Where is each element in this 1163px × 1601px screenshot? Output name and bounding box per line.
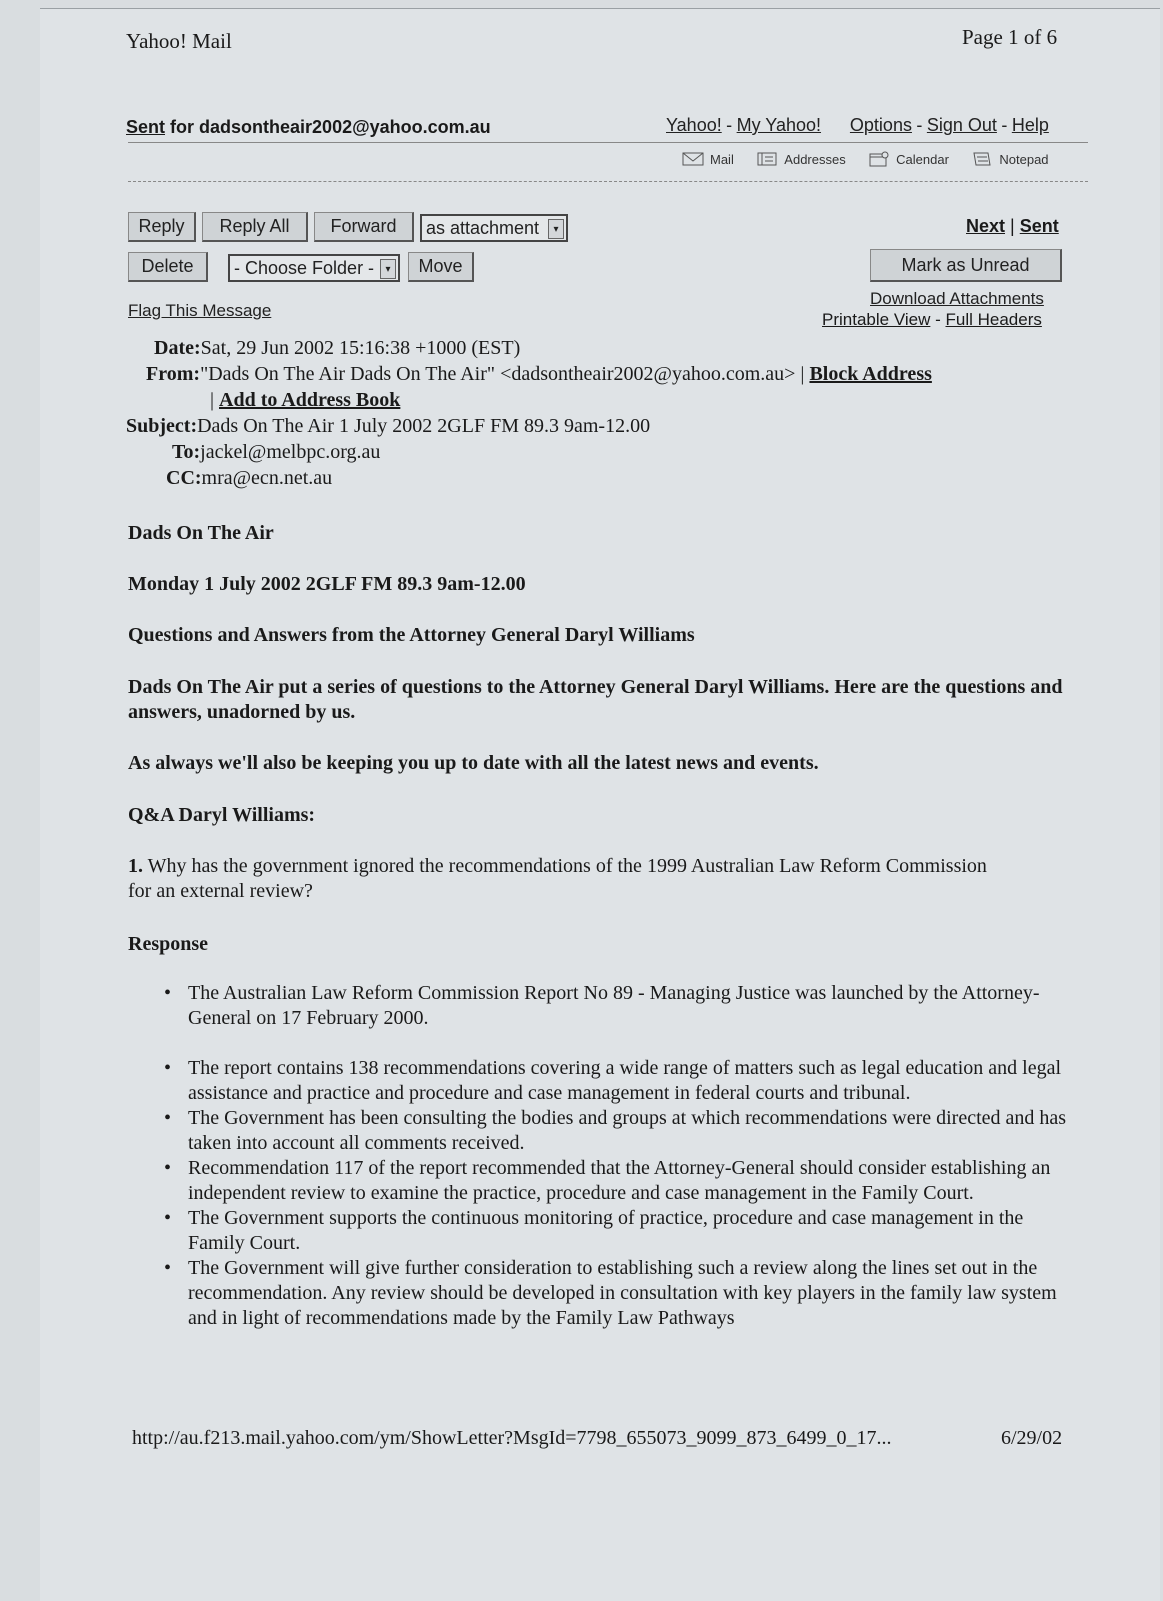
- qa-heading: Questions and Answers from the Attorney General Daryl Williams: [128, 624, 695, 646]
- service-nav: [664, 151, 1049, 172]
- flag-message-link[interactable]: Flag This Message: [128, 301, 272, 320]
- nav-calendar-label: Calendar: [896, 151, 949, 167]
- link-separator: -: [726, 115, 733, 135]
- download-attachments-link[interactable]: Download Attachments: [870, 289, 1044, 308]
- help-link[interactable]: Help: [1011, 115, 1049, 135]
- list-item: • The Government supports the continuous monitoring of practice, procedure and case management in the Family Court.: [130, 1206, 1070, 1256]
- view-separator: -: [935, 310, 941, 329]
- nav-notepad[interactable]: [971, 151, 1048, 167]
- intro-paragraph: Dads On The Air put a series of questions to the Attorney General Daryl Williams. Here are the questions and answers, unadorned by us.: [128, 676, 1063, 723]
- next-link[interactable]: Next: [966, 216, 1006, 236]
- question-number: 1.: [128, 855, 143, 877]
- always-paragraph: As always we'll also be keeping you up to date with all the latest news and events.: [128, 752, 819, 774]
- question-1: [128, 854, 988, 904]
- from-label: From:: [146, 363, 201, 385]
- subject-row: [126, 415, 650, 438]
- to-label: To:: [172, 441, 201, 463]
- date-row: [154, 337, 520, 360]
- response-label: Response: [128, 933, 209, 955]
- forward-mode-value: as attachment: [426, 217, 540, 238]
- nav-calendar[interactable]: [868, 151, 949, 167]
- sent-for-address: for dadsontheair2002@yahoo.com.au: [170, 117, 491, 137]
- subject-label: Subject:: [126, 415, 198, 437]
- list-item: • The Government will give further consideration to establishing such a review along the lines set out in the recommendation. Any review should be developed in consultation with key players in the family law system and in light of recommendations made by the Family Law Pathways: [130, 1256, 1070, 1331]
- printed-page: [40, 8, 1160, 1601]
- from-row: [146, 363, 932, 386]
- delete-button[interactable]: Delete: [128, 252, 208, 282]
- cc-value: mra@ecn.net.au: [201, 467, 333, 489]
- view-links: [822, 310, 1042, 330]
- nav-addresses[interactable]: [756, 151, 845, 167]
- header-divider: [128, 142, 1088, 143]
- envelope-icon: [682, 151, 704, 167]
- reply-button[interactable]: Reply: [128, 212, 196, 242]
- mark-as-unread-button[interactable]: Mark as Unread: [870, 249, 1062, 282]
- sent-folder-link[interactable]: Sent: [1019, 216, 1059, 236]
- footer-url: http://au.f213.mail.yahoo.com/ym/ShowLetter?MsgId=7798_655073_9099_873_6499_0_17...: [132, 1427, 892, 1449]
- response-list: [130, 981, 1070, 1331]
- subject-value: Dads On The Air 1 July 2002 2GLF FM 89.3 9am-12.00: [197, 415, 651, 437]
- choose-folder-value: - Choose Folder -: [234, 257, 375, 278]
- move-button[interactable]: Move: [408, 252, 474, 282]
- sent-link[interactable]: Sent: [126, 117, 166, 137]
- print-header-title: Yahoo! Mail: [126, 29, 232, 53]
- list-item: • The report contains 138 recommendations covering a wide range of matters such as legal education and legal assistance and practice and procedure and case management in federal courts and tribunal.: [130, 1056, 1070, 1106]
- printable-view-link[interactable]: Printable View: [822, 310, 931, 329]
- chevron-down-icon: ▾: [548, 219, 564, 239]
- nav-addresses-label: Addresses: [784, 151, 846, 167]
- link-separator: -: [916, 115, 923, 135]
- notepad-icon: [971, 151, 993, 167]
- my-yahoo-link[interactable]: My Yahoo!: [736, 115, 822, 135]
- from-value: "Dads On The Air Dads On The Air" <dadsontheair2002@yahoo.com.au>: [200, 363, 796, 385]
- sent-for-line: [126, 117, 491, 138]
- cc-row: [166, 467, 332, 490]
- message-nav: [966, 216, 1059, 237]
- footer-date: 6/29/02: [1001, 1427, 1063, 1449]
- reply-all-button[interactable]: Reply All: [202, 212, 308, 242]
- add-to-book-row: [210, 389, 400, 412]
- nav-mail-label: Mail: [710, 151, 734, 167]
- options-link[interactable]: Options: [849, 115, 912, 135]
- address-book-icon: [756, 151, 778, 167]
- list-item: • Recommendation 117 of the report recommended that the Attorney-General should consider establishing an independent review to examine the practice, procedure and case management in the Family Court.: [130, 1156, 1070, 1206]
- nav-mail[interactable]: [682, 151, 734, 167]
- book-separator: |: [210, 389, 215, 411]
- question-text: Why has the government ignored the recommendations of the 1999 Australian Law Reform Commission for an external review?: [128, 855, 987, 902]
- nav-separator: |: [1010, 216, 1015, 236]
- sign-out-link[interactable]: Sign Out: [926, 115, 997, 135]
- block-address-link[interactable]: Block Address: [809, 363, 932, 385]
- date-value: Sat, 29 Jun 2002 15:16:38 +1000 (EST): [200, 337, 521, 359]
- from-separator: |: [800, 363, 805, 385]
- date-label: Date:: [154, 337, 201, 359]
- full-headers-link[interactable]: Full Headers: [945, 310, 1042, 329]
- to-row: [172, 441, 380, 464]
- to-value: jackel@melbpc.org.au: [200, 441, 381, 463]
- yahoo-link[interactable]: Yahoo!: [666, 115, 722, 135]
- choose-folder-select[interactable]: [228, 254, 400, 282]
- show-details: Monday 1 July 2002 2GLF FM 89.3 9am-12.00: [128, 573, 526, 595]
- forward-button[interactable]: Forward: [314, 212, 414, 242]
- chevron-down-icon: ▾: [380, 259, 396, 279]
- link-separator: -: [1001, 115, 1008, 135]
- body-title: Dads On The Air: [128, 522, 274, 544]
- add-to-address-book-link[interactable]: Add to Address Book: [219, 389, 401, 411]
- list-item: • The Australian Law Reform Commission Report No 89 - Managing Justice was launched by the Attorney-General on 17 February 2000.: [130, 981, 1070, 1031]
- forward-mode-select[interactable]: [420, 214, 568, 242]
- nav-divider: [128, 181, 1088, 182]
- nav-notepad-label: Notepad: [999, 151, 1049, 167]
- top-links: [666, 115, 1049, 136]
- qa-label: Q&A Daryl Williams:: [128, 804, 316, 826]
- print-page-number: Page 1 of 6: [962, 25, 1058, 49]
- list-item: • The Government has been consulting the bodies and groups at which recommendations were directed and has taken into account all comments received.: [130, 1106, 1070, 1156]
- calendar-icon: [868, 151, 890, 167]
- cc-label: CC:: [166, 467, 202, 489]
